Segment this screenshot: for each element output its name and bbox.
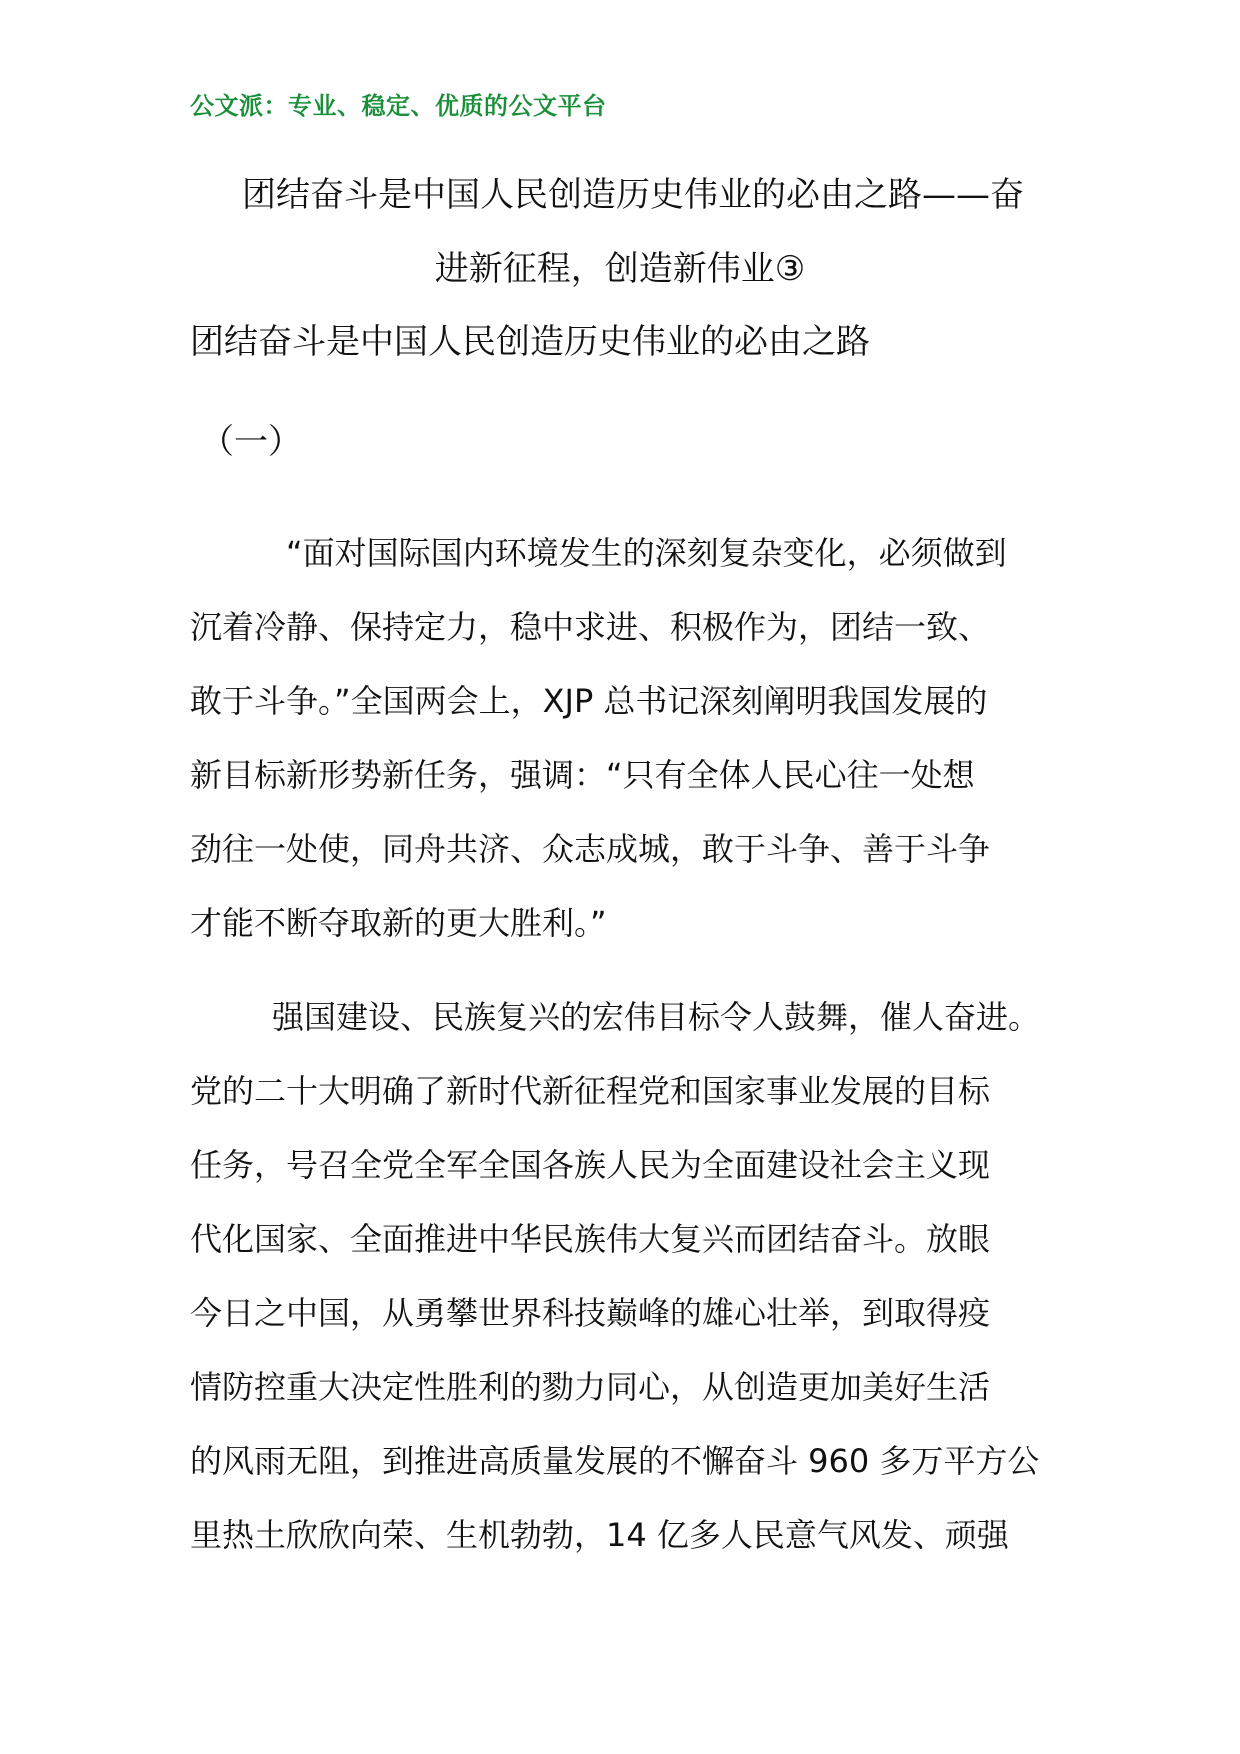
paragraph-1 (190, 516, 1060, 960)
paragraph-line: 强国建设、民族复兴的宏伟目标令人鼓舞，催人奋进。 (272, 998, 1041, 1036)
paragraph-line: 劲往一处使，同舟共济、众志成城，敢于斗争、善于斗争 (190, 830, 991, 868)
paragraph-line: 才能不断夺取新的更大胜利。” (190, 904, 607, 942)
platform-header: 公文派：专业、稳定、优质的公文平台 (190, 92, 607, 120)
paragraph-2 (190, 980, 1060, 1572)
paragraph-line: 新目标新形势新任务，强调：“只有全体人民心往一处想 (190, 756, 975, 794)
paragraph-line: 情防控重大决定性胜利的勠力同心，从创造更加美好生活 (190, 1368, 991, 1406)
paragraph-line: 的风雨无阻，到推进高质量发展的不懈奋斗 960 多万平方公 (190, 1442, 1040, 1480)
paragraph-line: 沉着冷静、保持定力，稳中求进、积极作为，团结一致、 (190, 608, 991, 646)
paragraph-line: 今日之中国，从勇攀世界科技巅峰的雄心壮举，到取得疫 (190, 1294, 991, 1332)
document-title-line-1: 团结奋斗是中国人民创造历史伟业的必由之路——奋 (242, 175, 1024, 215)
document-title-line-2: 进新征程，创造新伟业③ (434, 249, 806, 289)
document-subtitle: 团结奋斗是中国人民创造历史伟业的必由之路 (190, 322, 870, 362)
paragraph-line: 代化国家、全面推进中华民族伟大复兴而团结奋斗。放眼 (190, 1220, 991, 1258)
paragraph-line: 党的二十大明确了新时代新征程党和国家事业发展的目标 (190, 1072, 991, 1110)
section-number: （一） (200, 422, 302, 462)
paragraph-line: “面对国际国内环境发生的深刻复杂变化，必须做到 (286, 534, 1007, 572)
paragraph-line: 里热土欣欣向荣、生机勃勃，14 亿多人民意气风发、顽强 (190, 1516, 1009, 1554)
paragraph-line: 敢于斗争。”全国两会上，XJP 总书记深刻阐明我国发展的 (190, 682, 988, 720)
paragraph-line: 任务，号召全党全军全国各族人民为全面建设社会主义现 (190, 1146, 991, 1184)
